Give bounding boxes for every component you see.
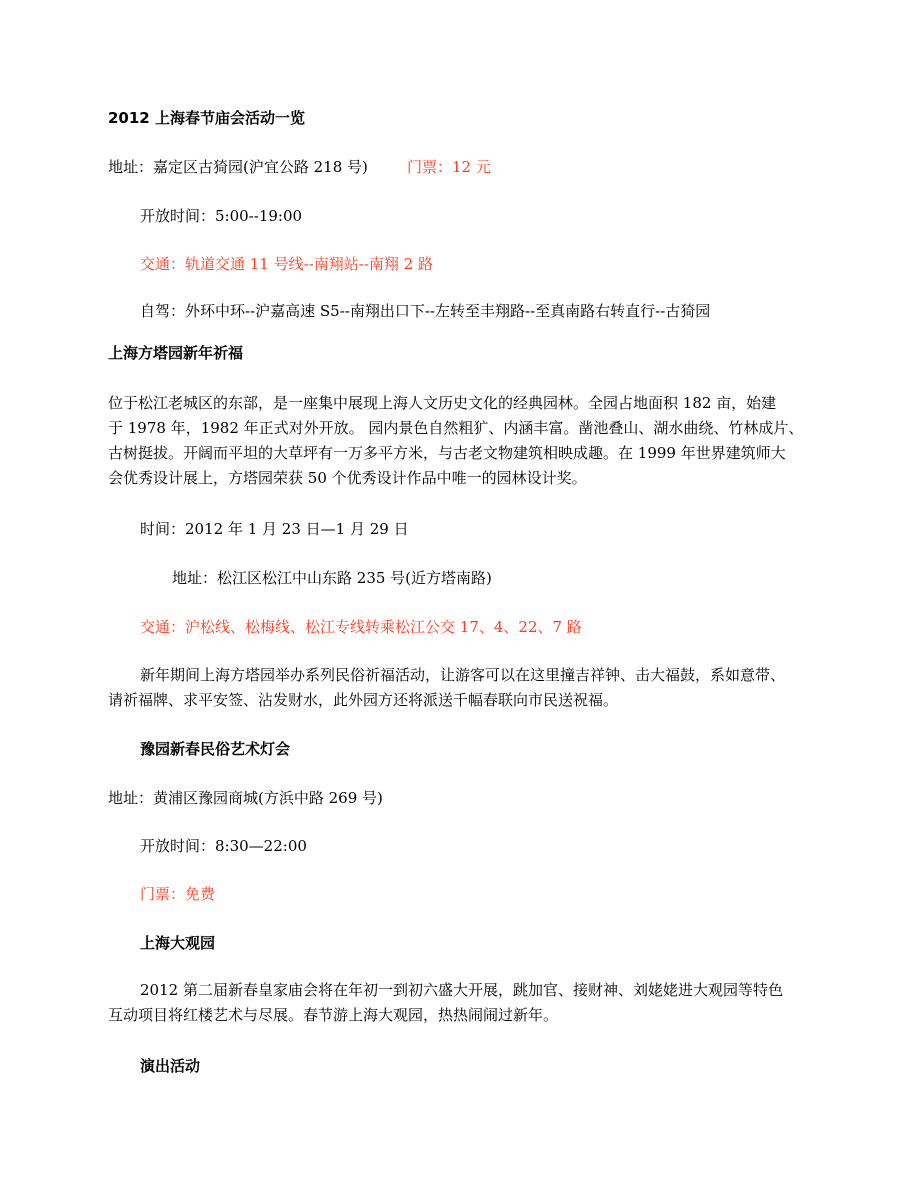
miaohui-address: 地址：嘉定区古猗园(沪宜公路 218 号) bbox=[108, 158, 368, 176]
daguanyuan-desc-line: 互动项目将红楼艺术与尽展。春节游上海大观园，热热闹闹过新年。 bbox=[108, 1006, 559, 1024]
fangta-transit: 交通：沪松线、松梅线、松江专线转乘松江公交 17、4、22、7 路 bbox=[140, 618, 582, 636]
section-title-daguanyuan: 上海大观园 bbox=[140, 934, 216, 952]
fangta-activity-line: 新年期间上海方塔园举办系列民俗祈福活动，让游客可以在这里撞吉祥钟、击大福鼓，系如意带、 bbox=[140, 666, 786, 684]
fangta-activity-line: 请祈福牌、求平安签、沾发财水，此外园方还将派送千幅春联向市民送祝福。 bbox=[108, 691, 619, 709]
section-title-yuyuan: 豫园新春民俗艺术灯会 bbox=[140, 740, 291, 758]
yuyuan-hours: 开放时间：8:30—22:00 bbox=[140, 837, 307, 855]
yuyuan-ticket: 门票：免费 bbox=[140, 885, 216, 903]
miaohui-transit: 交通：轨道交通 11 号线--南翔站--南翔 2 路 bbox=[140, 255, 433, 273]
fangta-time: 时间：2012 年 1 月 23 日—1 月 29 日 bbox=[140, 520, 409, 538]
fangta-intro-line: 会优秀设计展上，方塔园荣获 50 个优秀设计作品中唯一的园林设计奖。 bbox=[108, 469, 587, 487]
section-title-fangta: 上海方塔园新年祈福 bbox=[108, 344, 244, 362]
fangta-activity bbox=[108, 663, 820, 713]
miaohui-hours: 开放时间：5:00--19:00 bbox=[140, 207, 303, 225]
daguanyuan-desc bbox=[108, 978, 820, 1028]
fangta-intro-line: 于 1978 年，1982 年正式对外开放。 园内景色自然粗犷、内涵丰富。凿池叠山、湖水曲绕、竹林成片、 bbox=[108, 419, 804, 437]
miaohui-ticket: 门票：12 元 bbox=[407, 158, 491, 176]
section-title-miaohui: 2012 上海春节庙会活动一览 bbox=[108, 109, 305, 127]
fangta-intro-line: 古树挺拔。开阔而平坦的大草坪有一万多平方米，与古老文物建筑相映成趣。在 1999 年世界建筑师大 bbox=[108, 444, 786, 462]
fangta-intro-line: 位于松江老城区的东部，是一座集中展现上海人文历史文化的经典园林。全园占地面积 182 亩，始建 bbox=[108, 394, 777, 412]
fangta-address: 地址：松江区松江中山东路 235 号(近方塔南路) bbox=[172, 569, 492, 587]
daguanyuan-desc-line: 2012 第二届新春皇家庙会将在年初一到初六盛大开展，跳加官、接财神、刘姥姥进大观园等特色 bbox=[140, 981, 783, 999]
yuyuan-address: 地址：黄浦区豫园商城(方浜中路 269 号) bbox=[108, 789, 383, 807]
miaohui-drive: 自驾：外环中环--沪嘉高速 S5--南翔出口下--左转至丰翔路--至真南路右转直行--古猗园 bbox=[140, 302, 711, 320]
fangta-intro bbox=[108, 391, 820, 491]
daguanyuan-perf-title: 演出活动 bbox=[140, 1057, 201, 1075]
